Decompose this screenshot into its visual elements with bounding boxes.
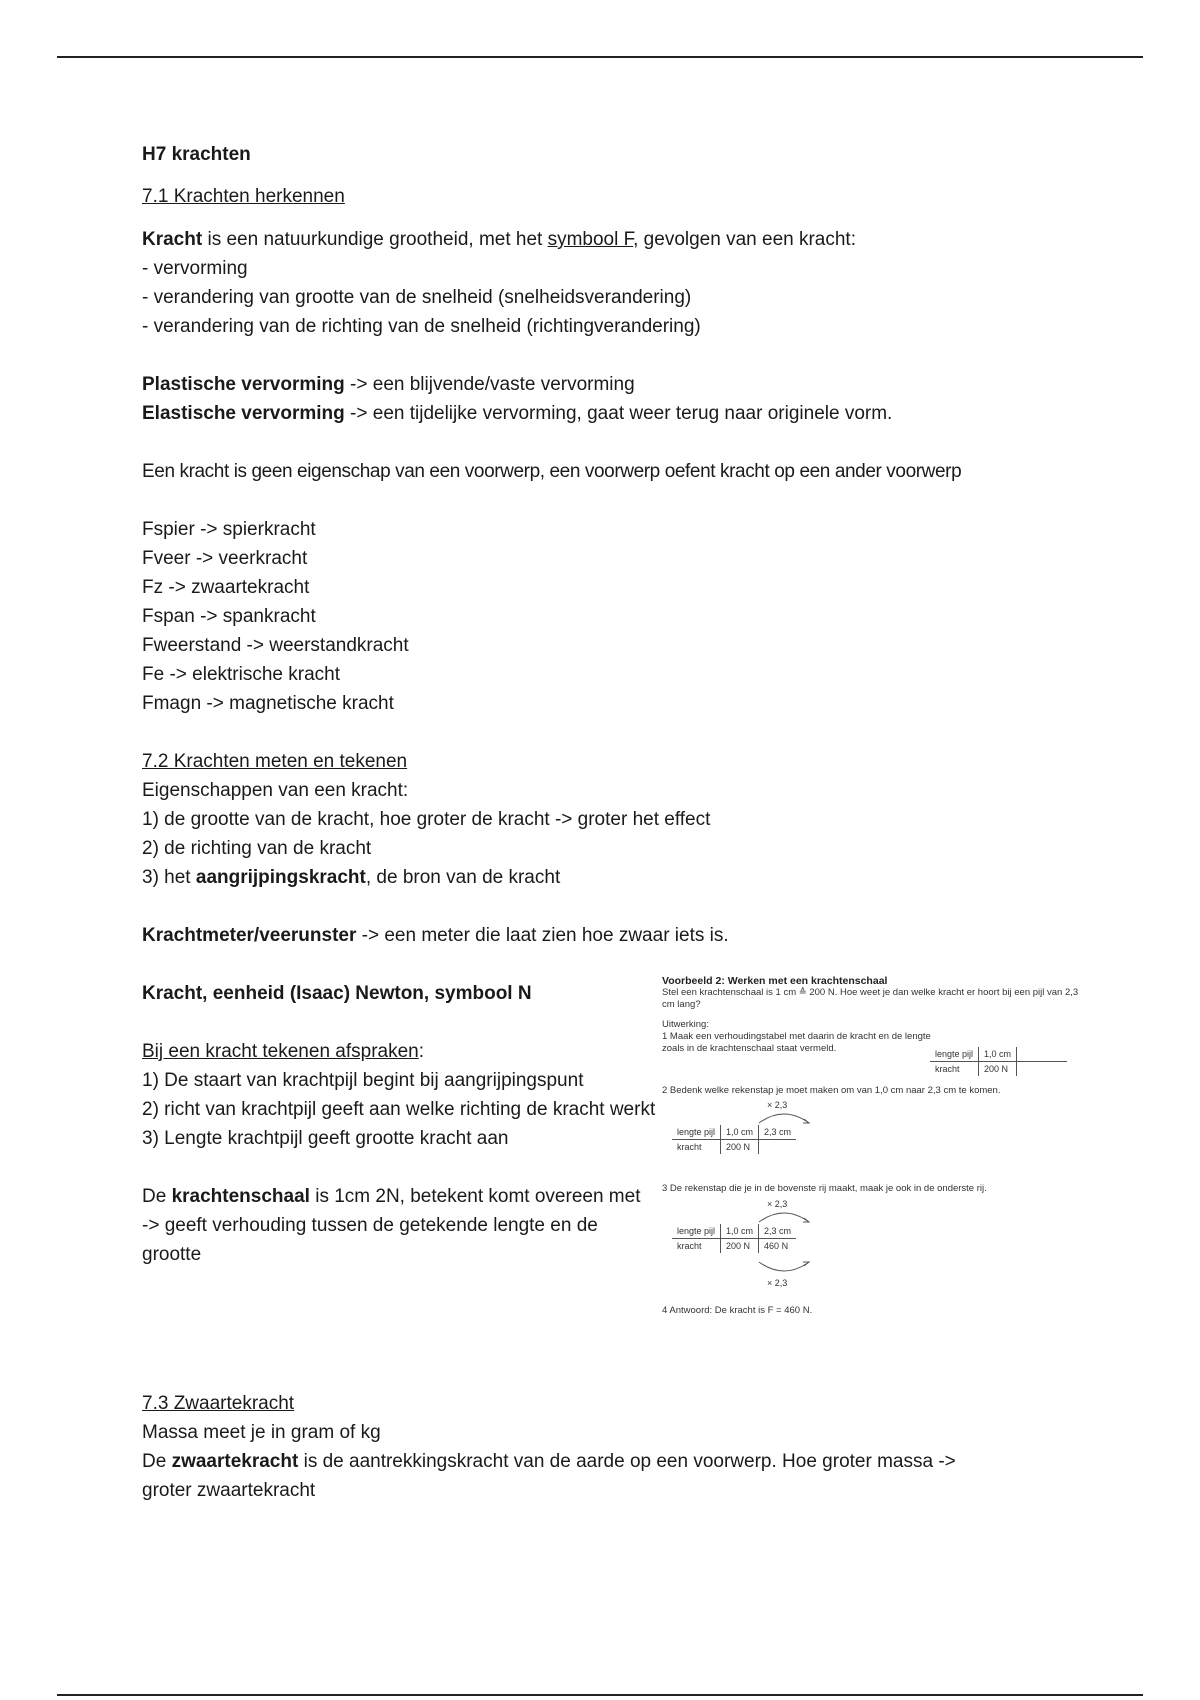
rules-heading-text: Bij een kracht tekenen afspraken [142,1041,419,1062]
force-type: Fe -> elektrische kracht [142,664,340,685]
section-heading-7-1: 7.1 Krachten herkennen [142,186,345,207]
ratio-table-2 [672,1125,796,1154]
force-type: Fmagn -> magnetische kracht [142,693,394,714]
multiply-label: × 2,3 [767,1278,788,1288]
cell-label: kracht [677,1142,702,1152]
gravity-continuation: groter zwaartekracht [142,1480,316,1501]
drawing-rule: 1) De staart van krachtpijl begint bij aangrijpingspunt [142,1070,584,1091]
cell-label: kracht [935,1064,960,1074]
rules-colon: : [418,1041,425,1062]
drawing-rules-heading [142,1037,662,1066]
cell-value: 1,0 cm [979,1047,1017,1062]
meter-text: -> een meter die laat zien hoe zwaar iets is. [356,925,729,946]
effect-item: - vervorming [142,258,248,279]
property-statement: Een kracht is geen eigenschap van een voorwerp, een voorwerp oefent kracht op een ander voorwerp [142,461,962,482]
force-meter-line [142,921,1082,950]
cell-label: kracht [677,1241,702,1251]
term-kracht: Kracht [142,229,203,250]
scale-start: De [142,1186,172,1207]
cell-value: 1,0 cm [721,1224,759,1239]
force-scale-explain: -> geeft verhouding tussen de getekende lengte en de grootte [142,1215,598,1265]
figure-step-2: 2 Bedenk welke rekenstap je moet maken om van 1,0 cm naar 2,3 cm te komen. [662,1085,1001,1096]
symbol-f: symbool F [547,229,634,250]
definition-end: , gevolgen van een kracht: [633,229,856,250]
prop3-start: 3) het [142,867,196,888]
arc-arrow-icon [754,1107,814,1125]
prop3-end: , de bron van de kracht [365,867,561,888]
force-type: Fveer -> veerkracht [142,548,308,569]
document-title: H7 krachten [142,144,251,165]
term-elastic: Elastische vervorming [142,403,345,424]
document-body [142,140,1082,1505]
force-type: Fweerstand -> weerstandkracht [142,635,409,656]
figure-step-4: 4 Antwoord: De kracht is F = 460 N. [662,1305,813,1316]
cell-value: 2,3 cm [759,1224,797,1239]
cell-label: lengte pijl [930,1047,979,1062]
ratio-table-3 [672,1224,796,1253]
scale-end: is 1cm 2N, betekent komt overeen met [309,1186,641,1207]
force-type: Fz -> zwaartekracht [142,577,310,598]
drawing-rule: 2) richt van krachtpijl geeft aan welke richting de kracht werkt [142,1099,656,1120]
cell-value: 200 N [979,1062,1017,1077]
term-aangrijpingskracht: aangrijpingskracht [195,867,366,888]
mass-line: Massa meet je in gram of kg [142,1422,381,1443]
gravity-end: is de aantrekkingskracht van de aarde op een voorwerp. Hoe groter massa -> [298,1451,956,1472]
term-krachtenschaal: krachtenschaal [171,1186,310,1207]
cell-value: 200 N [721,1140,759,1155]
ratio-table-1 [930,1047,1067,1076]
term-plastic: Plastische vervorming [142,374,345,395]
gravity-definition [142,1447,1082,1476]
arc-arrow-icon [754,1260,814,1278]
figure-title: Voorbeeld 2: Werken met een krachtenschaal [662,975,888,987]
force-type: Fspan -> spankracht [142,606,316,627]
term-krachtmeter: Krachtmeter/veerunster [142,925,357,946]
elastic-deformation [142,399,1082,428]
footer-rule [57,1694,1143,1696]
multiply-label: × 2,3 [767,1100,788,1110]
property-item: 2) de richting van de kracht [142,838,372,859]
cell-value: 2,3 cm [759,1125,797,1140]
figure-step-3: 3 De rekenstap die je in de bovenste rij maakt, maak je ook in de onderste rij. [662,1183,987,1194]
cell-value: 460 N [759,1239,797,1254]
definition-text: is een natuurkundige grootheid, met het [202,229,548,250]
two-column-block [142,975,1082,1389]
property-item: 1) de grootte van de kracht, hoe groter de kracht -> groter het effect [142,809,711,830]
effect-item: - verandering van grootte van de snelheid (snelheidsverandering) [142,287,692,308]
property-item [142,863,1082,892]
drawing-rule: 3) Lengte krachtpijl geeft grootte kracht aan [142,1128,509,1149]
cell-label: lengte pijl [672,1224,721,1239]
figure-question: Stel een krachtenschaal is 1 cm ≙ 200 N. Hoe weet je dan welke kracht er hoort bij een pijl van 2,3 cm lang? [662,987,1079,1010]
cell-value: 200 N [721,1239,759,1254]
force-scale-line [142,1182,662,1211]
effect-item: - verandering van de richting van de snelheid (richtingverandering) [142,316,701,337]
figure-uitwerking: Uitwerking: [662,1019,709,1030]
example-figure [662,975,1092,1355]
section-heading-7-3: 7.3 Zwaartekracht [142,1393,295,1414]
cell-value: 1,0 cm [721,1125,759,1140]
term-zwaartekracht: zwaartekracht [171,1451,299,1472]
cell-label: lengte pijl [672,1125,721,1140]
figure-step-1: 1 Maak een verhoudingstabel met daarin de kracht en de lengte zoals in de krachtenschaal staat vermeld. [662,1031,931,1054]
unit-line: Kracht, eenheid (Isaac) Newton, symbool N [142,983,532,1004]
arc-arrow-icon [754,1206,814,1224]
elastic-text: -> een tijdelijke vervorming, gaat weer terug naar originele vorm. [344,403,893,424]
force-type: Fspier -> spierkracht [142,519,316,540]
properties-intro: Eigenschappen van een kracht: [142,780,409,801]
plastic-text: -> een blijvende/vaste vervorming [344,374,635,395]
gravity-start: De [142,1451,172,1472]
header-rule [57,56,1143,58]
force-definition [142,225,1082,254]
plastic-deformation [142,370,1082,399]
section-heading-7-2: 7.2 Krachten meten en tekenen [142,751,408,772]
left-column [142,979,662,1269]
multiply-label: × 2,3 [767,1199,788,1209]
